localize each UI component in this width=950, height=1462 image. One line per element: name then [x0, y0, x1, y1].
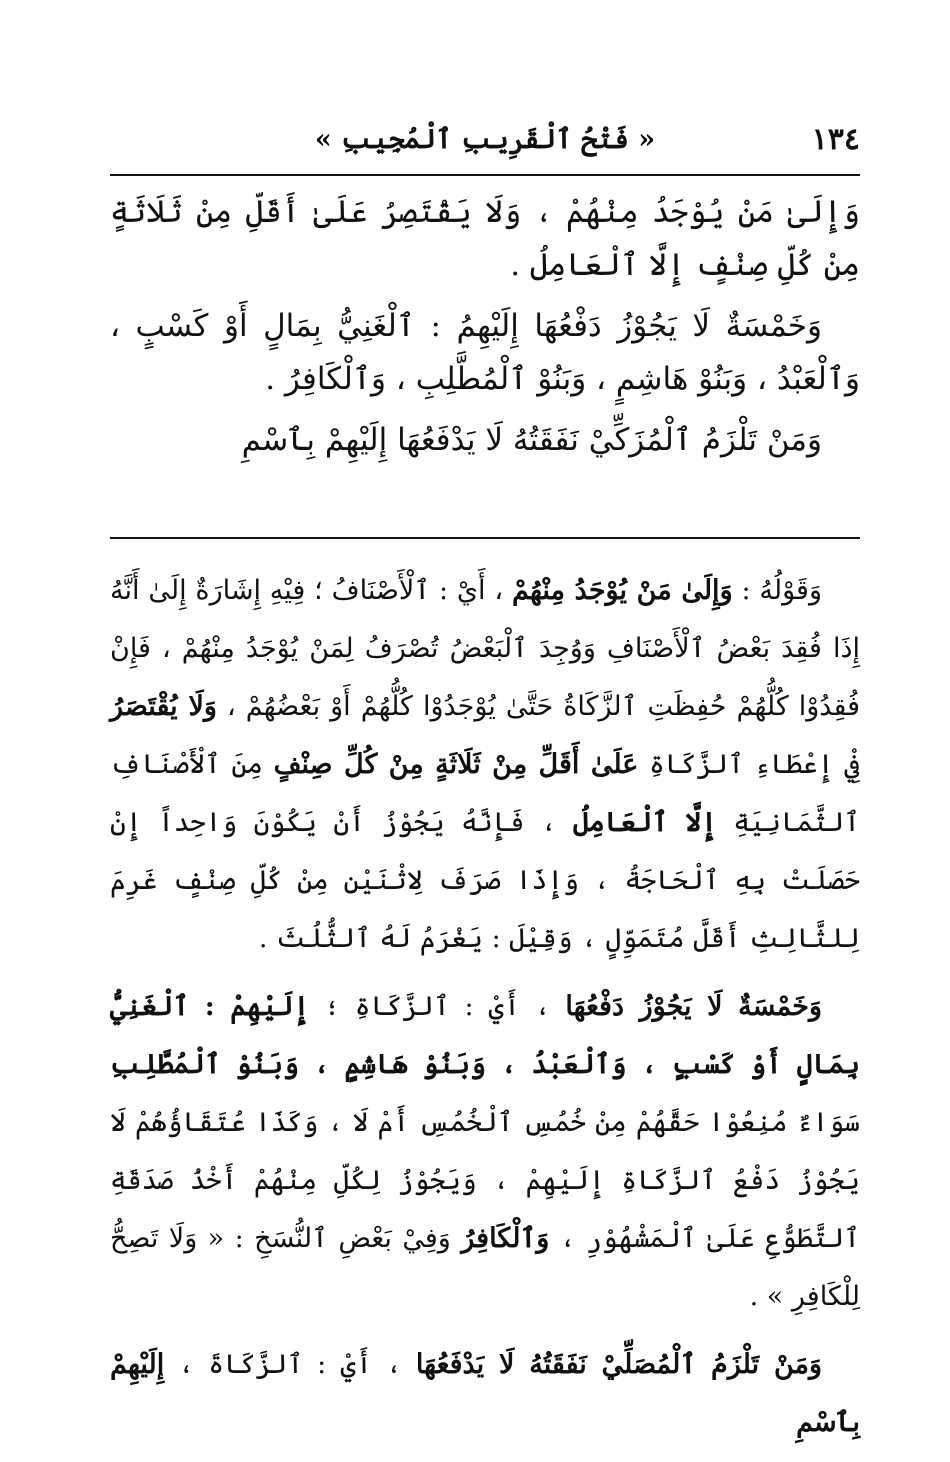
commentary-paragraph	[110, 562, 860, 968]
matn-main-text	[110, 186, 860, 475]
quoted-matn: وَإِلَىٰ مَنْ يُوْجَدُ مِنْهُمْ	[511, 575, 733, 606]
page-number: ١٣٤	[811, 122, 860, 157]
quoted-matn: إِلَيْهِمْ : ٱلْغَنِيُّ بِمَالٍ أَوْ كَسْبٍ ، وَٱلْعَبْدُ ، وَبَنُوْ هَاشِمٍ ، وَبَنُوْ ٱلْمُطَّلِبِ	[110, 991, 860, 1080]
commentary-text: وَفِيْ بَعْضِ ٱلنُّسَخِ : « وَلَا تَصِحُّ لِلْكَافِرِ » .	[110, 1223, 860, 1312]
quoted-matn: وَٱلْكَافِرُ	[461, 1223, 550, 1254]
page-header	[110, 120, 860, 168]
commentary-text: وَقَوْلُهُ :	[732, 575, 822, 606]
commentary-text: ، أَيْ : ٱلْأَصْنَافُ ؛ فِيْهِ إِشَارَةٌ إِلَىٰ أَنَّهُ إِذَا فُقِدَ بَعْضُ ٱلْأَصْنَافِ وَوُجِدَ ٱلْبَعْضُ تُصْرَفُ لِمَنْ يُوْجَدُ مِنْهُمْ ، فَإِنْ فُقِدُوْا كُلُّهُمْ حُفِظَتِ ٱلزَّكَاةُ حَتَّىٰ يُوْجَدُوْا كُلُّهُمْ أَوْ بَعْضُهُمْ ،	[110, 575, 861, 722]
commentary-paragraph	[110, 1336, 860, 1452]
commentary-text: سَوَاءٌ مُنِعُوْا حَقَّهُمْ مِنْ خُمُسِ ٱلْخُمُسِ أَمْ لَا ، وَكَذَا عُتَقَاؤُهُمْ لَا يَجُوْزُ دَفْعُ ٱلزَّكَاةِ إِلَيْهِمْ ، وَيَجُوْزُ لِكُلِّ مِنْهُمْ أَخْذُ صَدَقَةِ ٱلتَّطَوُّعِ عَلَىٰ ٱلْمَشْهُوْرِ ،	[110, 1107, 860, 1254]
quoted-matn: إِلَيْهِمْ بِٱسْمِ	[110, 1349, 860, 1438]
commentary-text: فِيْ إِعْطَاءِ ٱلزَّكَاةِ	[638, 749, 860, 780]
quoted-matn: وَلَا يُقْتَصَرُ	[110, 691, 217, 722]
matn-paragraph: وَمَنْ تَلْزَمُ ٱلْمُزَكِّيْ نَفَقَتُهُ لَا يَدْفَعُهَا إِلَيْهِمْ بِٱسْمِ	[241, 422, 822, 458]
text-divider	[110, 537, 860, 539]
header-divider	[110, 174, 860, 176]
commentary-text: ، أَيْ : ٱلزَّكَاةَ ،	[164, 1349, 416, 1380]
commentary-text: ، فَإِنَّهُ يَجُوْزُ أَنْ يَكُوْنَ وَاحِداً إِنْ حَصَلَتْ بِهِ ٱلْحَاجَةُ ، وَإِذَا صَرَفَ لِاثْنَيْنِ مِنْ كُلِّ صِنْفٍ غَرِمَ لِلثَّالِثِ أَقَلَّ مُتَمَوِّلٍ ، وَقِيْلَ : يَغْرَمُ لَهُ ٱلثُّلُثَ .	[110, 807, 860, 954]
sharh-commentary	[110, 562, 860, 1462]
running-title: « فَتْحُ ٱلْقَرِيبِ ٱلْمُجِيبِ »	[314, 124, 656, 155]
commentary-text: مِنَ ٱلْأَصْنَافِ ٱلثَّمَانِيَةِ	[110, 749, 860, 838]
commentary-text: ، أَيْ : ٱلزَّكَاةِ ؛	[309, 991, 566, 1022]
quoted-matn: وَخَمْسَةٌ لَا يَجُوْزُ دَفْعُهَا	[565, 991, 823, 1022]
quoted-matn: إِلَّا ٱلْعَامِلُ	[573, 807, 717, 838]
quoted-matn: وَمَنْ تَلْزَمُ ٱلْمُصَلِّيْ نَفَقَتُهُ لَا يَدْفَعُهَا	[415, 1349, 822, 1380]
matn-paragraph: وَخَمْسَةٌ لَا يَجُوْزُ دَفْعُهَا إِلَيْهِمُ : ٱلْغَنِيُّ بِمَالٍ أَوْ كَسْبٍ ، وَٱلْعَبْدُ ، وَبَنُوْ هَاشِمٍ ، وَبَنُوْ ٱلْمُطَّلِبِ ، وَٱلْكَافِرُ .	[110, 308, 860, 397]
matn-paragraph: وَإِلَىٰ مَنْ يُوْجَدُ مِنْهُمْ ، وَلَا يَقْتَصِرُ عَلَىٰ أَقَلِّ مِنْ ثَلَاثَةٍ مِنْ كُلِّ صِنْفٍ إِلَّا ٱلْعَامِلُ .	[110, 194, 860, 283]
commentary-paragraph	[110, 978, 860, 1326]
quoted-matn: عَلَىٰ أَقَلِّ مِنْ ثَلَاثَةٍ مِنْ كُلِّ صِنْفٍ	[273, 749, 639, 780]
